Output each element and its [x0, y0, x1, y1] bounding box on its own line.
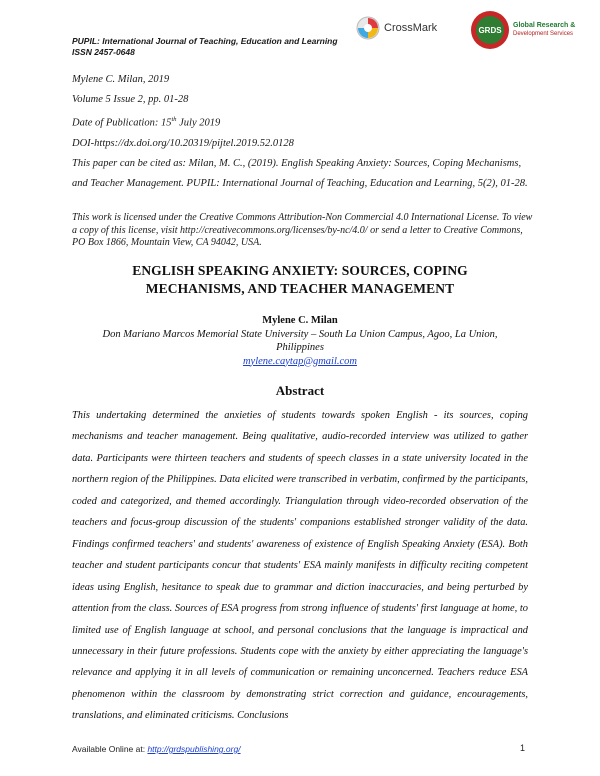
grds-sub: Development Services	[513, 31, 574, 37]
journal-header	[72, 36, 338, 58]
grds-seal-text: GRDS	[478, 26, 502, 35]
crossmark-icon	[356, 16, 380, 40]
citation: This paper can be cited as: Milan, M. C., (2019). English Speaking Anxiety: Sources, Coping Mechanisms, and Teacher Management. PUPIL: International Journal of Teaching, Education and Learning, 5(2), 01-28.	[72, 157, 528, 189]
crossmark-label: CrossMark	[384, 22, 438, 34]
footer-url-link[interactable]: http://grdspublishing.org/	[147, 744, 241, 754]
article-meta	[72, 70, 532, 194]
footer-available-label: Available Online at:	[72, 744, 148, 754]
doi[interactable]: DOI-https://dx.doi.org/10.20319/pijtel.2019.52.0128	[72, 137, 294, 149]
footer	[72, 744, 241, 754]
abstract-heading: Abstract	[275, 383, 325, 398]
author-year: Mylene C. Milan, 2019	[72, 74, 170, 85]
publication-date: Date of Publication: 15th July 2019	[72, 116, 221, 129]
paper-title	[60, 262, 540, 298]
page-number: 1	[520, 743, 526, 753]
journal-issn: ISSN 2457-0648	[72, 47, 135, 57]
volume-issue: Volume 5 Issue 2, pp. 01-28	[72, 94, 189, 105]
paper-title-line2: MECHANISMS, AND TEACHER MANAGEMENT	[145, 281, 455, 296]
grds-name: Global Research &	[513, 22, 576, 29]
author-email[interactable]: mylene.caytap@gmail.com	[242, 355, 358, 367]
author-name: Mylene C. Milan	[262, 315, 338, 326]
affiliation-line2: Philippines	[276, 342, 324, 353]
paper-title-line1: ENGLISH SPEAKING ANXIETY: SOURCES, COPING	[132, 263, 468, 278]
affiliation-line1: Don Mariano Marcos Memorial State University – South La Union Campus, Agoo, La Union,	[102, 328, 498, 340]
grds-seal-icon	[470, 10, 510, 50]
author-block	[60, 314, 540, 368]
license-notice: This work is licensed under the Creative Commons Attribution-Non Commercial 4.0 International License. To view a copy of this license, visit http://creativecommons.org/licenses/by-nc/4.0/ or send a letter to Creative Commons, PO Box 1866, Mountain View, CA 94042, USA.	[72, 212, 533, 248]
crossmark-logo[interactable]	[356, 16, 437, 40]
abstract-body: This undertaking determined the anxieties of students towards spoken English - its sources, coping mechanisms and teacher management. Being qualitative, audio-recorded interview was utilized to gather data. Participants were thirteen teachers and students of speech classes in a state university located in the northern region of the Philippines. Data elicited were transcribed in verbatim, confirmed by the participants, coded and categorized, and themed accordingly. Triangulation through video-recorded observation of the teachers and focus-group discussion of the students' companions established stronger validity of the data. Findings confirmed teachers' and students' awareness of existence of English Speaking Anxiety (ESA). Both teacher and student participants concur that students' ESA mainly manifests in difficulty reciting competent ideas using English, hesitance to speak due to grammar and diction inaccuracies, and being perturbed by attention from the class. Sources of ESA progress from strong influence of students' first language at home, to limited use of English language at school, and personal conclusions that the language is impractical and unnecessary in their future professions. Students cope with the anxiety by either appreciating the language's relevance and applying it in all levels of communication or remaining unconcerned. Teachers reduce ESA phenomenon within the classroom by demonstrating strict correction and guidance, encouragements, translations, and eliminated criticisms. Conclusions	[72, 410, 528, 722]
journal-title: PUPIL: International Journal of Teaching, Education and Learning	[72, 36, 338, 46]
grds-logo	[470, 10, 575, 50]
